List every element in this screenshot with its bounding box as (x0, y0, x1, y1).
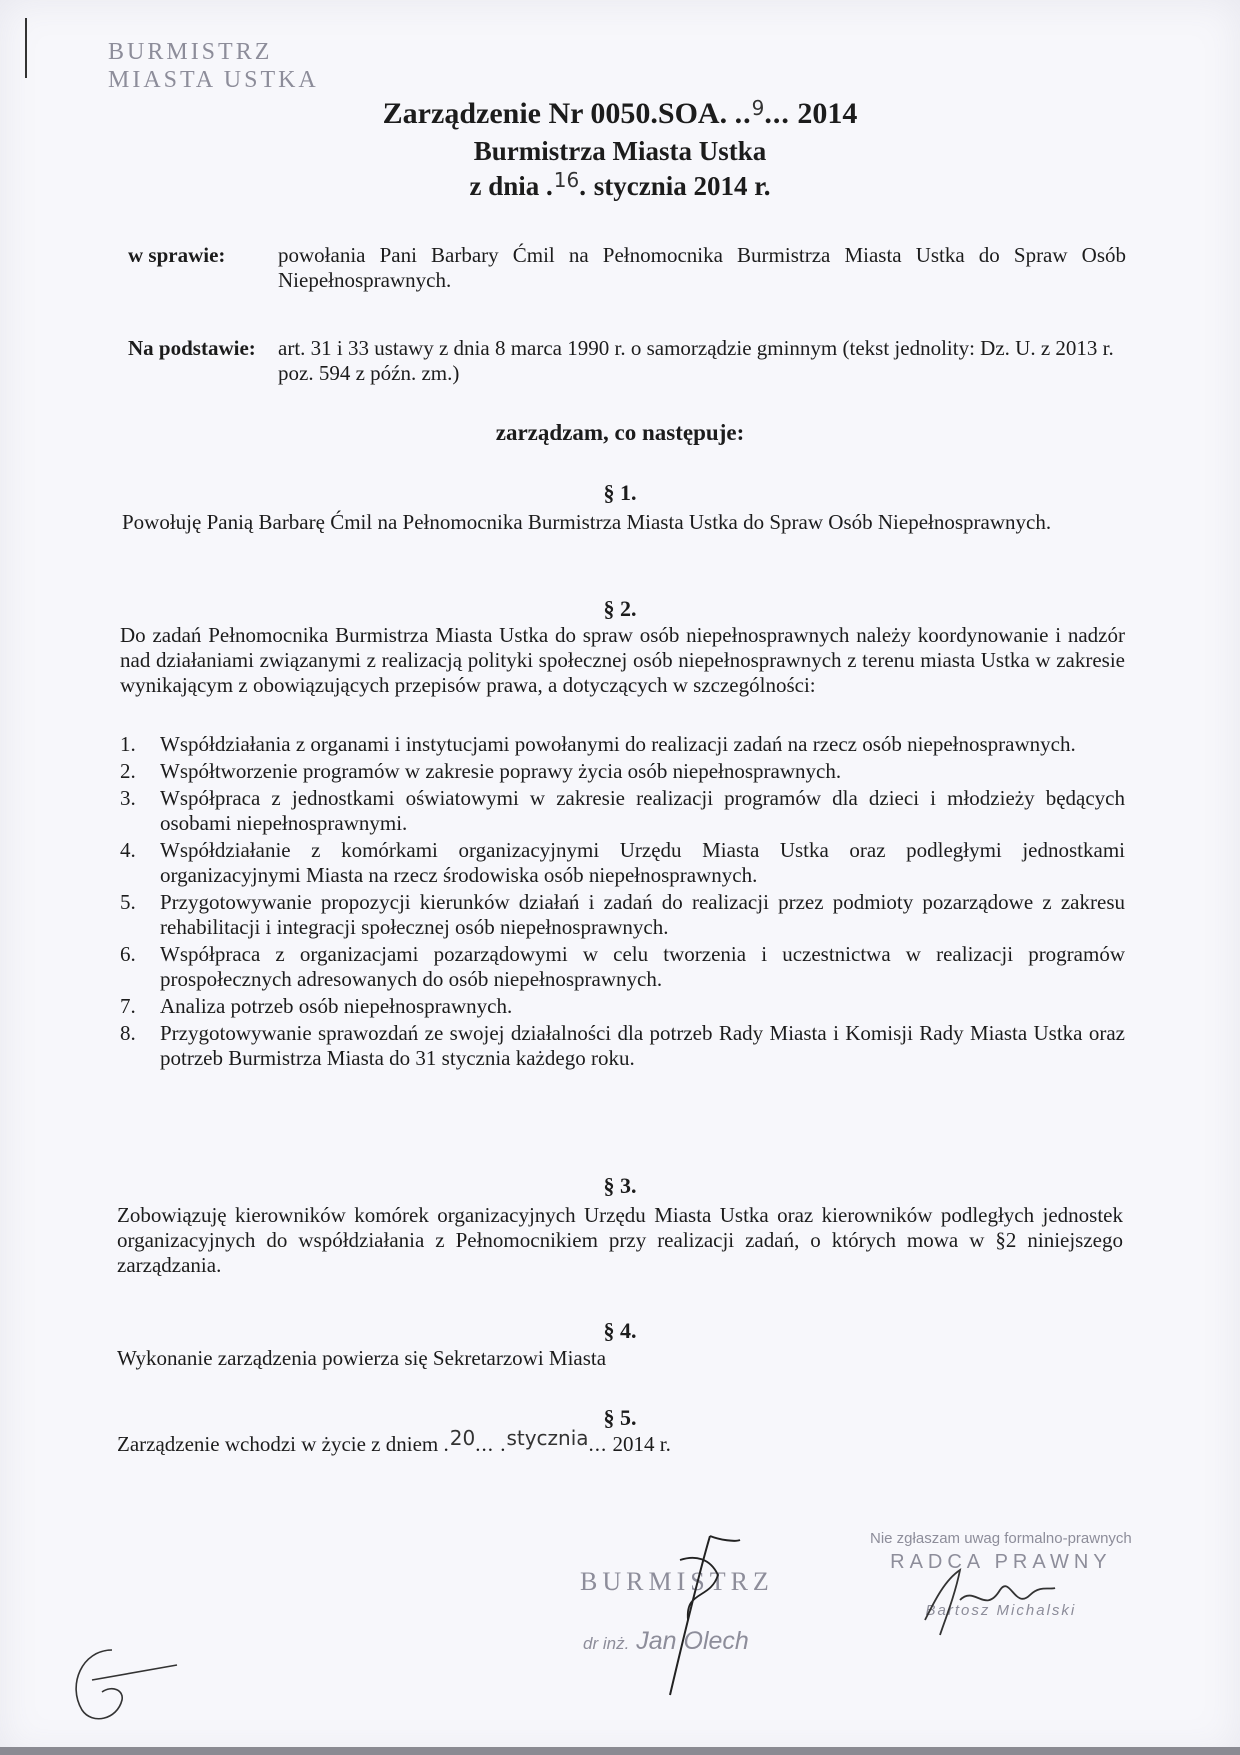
legal-counsel-title: RADCA PRAWNY (890, 1551, 1112, 1573)
document-date: z dnia .$^{16}$. stycznia 2014 r. (469, 168, 771, 201)
section-2-title: § 2. (603, 596, 637, 621)
title-suffix: 2014 (789, 97, 858, 130)
mayor-stamp-title: BURMISTRZ (580, 1567, 774, 1596)
scan-bottom-edge (0, 1747, 1240, 1755)
legal-counsel-signature (915, 1560, 1065, 1640)
section-4-title: § 4. (603, 1318, 637, 1343)
decree-line: zarządzam, co następuje: (495, 420, 745, 445)
document-header (0, 96, 1240, 206)
effective-date-prefix: Zarządzenie wchodzi w życie z dniem (117, 1432, 444, 1456)
legal-basis-text: art. 31 i 33 ustawy z dnia 8 marca 1990 r. o samorządzie gminnym (tekst jednolity: Dz. U. z 2013 r. poz. 594 z późn. zm.) (278, 336, 1114, 385)
legal-basis-label: Na podstawie: (128, 336, 256, 360)
section-2-intro: Do zadań Pełnomocnika Burmistrza Miasta Ustka do spraw osób niepełnosprawnych należy koordynowanie i nadzór nad działaniami związanymi z realizacją polityki społecznej osób niepełnosprawnych z terenu miasta Ustka w zakresie wynikającym z obowiązujących przepisów prawa, a dotyczących w szczególności: (120, 623, 1125, 697)
office-stamp-line1: BURMISTRZ (108, 39, 273, 65)
list-item: 5. Przygotowywanie propozycji kierunków działań i zadań do realizacji przez podmioty pozarządowe z zakresu rehabilitacji i integracji społecznej osób niepełnosprawnych. (120, 890, 1125, 939)
mayor-signature (640, 1530, 750, 1700)
date-suffix: stycznia 2014 r. (586, 171, 771, 201)
section-3-text: Zobowiązuję kierowników komórek organizacyjnych Urzędu Miasta Ustka oraz kierowników podległych jednostek organizacyjnych do współdziałania z Pełnomocnikiem przy realizacji zadań, o których mowa w §2 niniejszego zarządzania. (117, 1203, 1123, 1277)
initials-mark (62, 1640, 182, 1730)
section-1-title: § 1. (603, 480, 637, 505)
effective-day-handwritten: 20 (449, 1426, 476, 1450)
office-stamp (108, 38, 319, 94)
effective-date-suffix: 2014 r. (607, 1432, 671, 1456)
date-prefix: z dnia (469, 171, 547, 201)
list-item: 4. Współdziałanie z komórkami organizacyjnymi Urzędu Miasta Ustka oraz podległymi jednostkami organizacyjnymi Miasta na rzecz środowiska osób niepełnosprawnych. (120, 838, 1125, 887)
section-1-text: Powołuję Panią Barbarę Ćmil na Pełnomocnika Burmistrza Miasta Ustka do Spraw Osób Niepełnosprawnych. (122, 510, 1052, 534)
mayor-stamp-name-prefix: dr inż. (583, 1634, 630, 1653)
section-5-title: § 5. (603, 1405, 637, 1430)
list-item: 3. Współpraca z jednostkami oświatowymi w zakresie realizacji programów dla dzieci i młodzieży będących osobami niepełnosprawnymi. (120, 786, 1125, 835)
date-day-handwritten: 16 (553, 168, 580, 192)
title-prefix: Zarządzenie Nr 0050.SOA. (382, 97, 735, 130)
section-4-text: Wykonanie zarządzenia powierza się Sekretarzowi Miasta (117, 1346, 607, 1370)
list-item: 8. Przygotowywanie sprawozdań ze swojej działalności dla potrzeb Rady Miasta i Komisji Rady Miasta Ustka oraz potrzeb Burmistrza Miasta do 31 stycznia każdego roku. (120, 1021, 1125, 1070)
list-item: 1. Współdziałania z organami i instytucjami powołanymi do realizacji zadań na rzecz osób niepełnosprawnych. (120, 732, 1076, 756)
legal-counsel-name: Bartosz Michalski (925, 1602, 1077, 1619)
title-number-handwritten: 9 (751, 96, 765, 120)
list-item: 6. Współpraca z organizacjami pozarządowymi w celu tworzenia i uczestnictwa w realizacji programów prospołecznych adresowanych do osób niepełnosprawnych. (120, 942, 1125, 991)
section-3-title: § 3. (603, 1173, 637, 1198)
section-2-task-list (120, 732, 1125, 1073)
list-item: 7. Analiza potrzeb osób niepełnosprawnych. (120, 994, 513, 1018)
mayor-stamp-name-text: Jan Olech (636, 1627, 749, 1655)
scan-edge-mark (25, 18, 27, 78)
legal-counsel-note: Nie zgłaszam uwag formalno-prawnych (870, 1530, 1132, 1547)
list-item: 2. Współtworzenie programów w zakresie poprawy życia osób niepełnosprawnych. (120, 759, 842, 783)
effective-month-handwritten: stycznia (506, 1426, 589, 1450)
subject-label: w sprawie: (128, 243, 226, 267)
document-subtitle: Burmistrza Miasta Ustka (473, 136, 767, 166)
section-5-text: Zarządzenie wchodzi w życie z dniem .20... .stycznia... 2014 r. (117, 1426, 671, 1456)
document-title: Zarządzenie Nr 0050.SOA. ..$^9$... 2014 (382, 96, 858, 130)
office-stamp-line2: MIASTA USTKA (108, 67, 319, 93)
subject-text: powołania Pani Barbary Ćmil na Pełnomocnika Burmistrza Miasta Ustka do Spraw Osób Niepełnosprawnych. (278, 243, 1126, 292)
